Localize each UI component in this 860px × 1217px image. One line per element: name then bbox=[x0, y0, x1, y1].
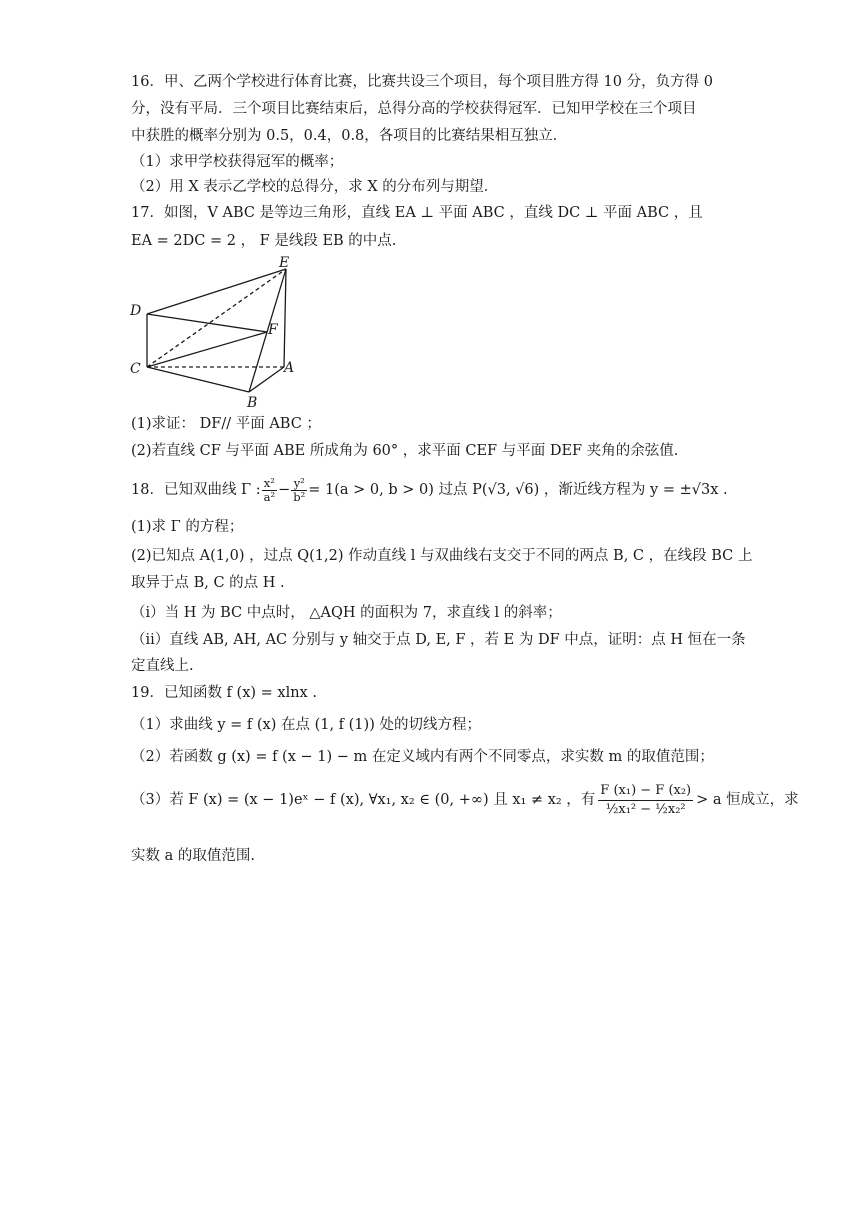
q19-part3-line2: 实数 a 的取值范围. bbox=[131, 848, 255, 864]
q18-line1: 18．已知双曲线 Γ : $\frac{\text{x²}}{\text{a²}}$ − $\frac{\text{y²}}{\text{b²}}$ = 1(a > 0, b > 0) 过点 P(√3, √6) ，渐近线方程为 y = ±√3x . bbox=[131, 475, 728, 504]
q19-part3-tail: > a 恒成立，求 bbox=[696, 792, 799, 808]
edge-CF bbox=[147, 332, 267, 367]
q18-fraction-y: $\frac{\text{y²}}{\text{b²}}$ bbox=[293, 475, 306, 504]
q17-line1: 17．如图，V ABC 是等边三角形，直线 EA ⊥ 平面 ABC ，直线 DC ⊥ 平面 ABC ，且 bbox=[131, 205, 703, 221]
q17-part2: (2)若直线 CF 与平面 ABE 所成角为 60° ，求平面 CEF 与平面 DEF 夹角的余弦值. bbox=[131, 443, 679, 459]
q19-part3-lead: （3）若 F (x) = (x − 1)eˣ − f (x), ∀x₁, x₂ ∈ (0, +∞) 且 x₁ ≠ x₂ ，有 bbox=[131, 792, 596, 808]
q16-part1: （1）求甲学校获得冠军的概率； bbox=[131, 154, 344, 170]
q18-line1-lead: 18．已知双曲线 Γ : bbox=[131, 482, 261, 498]
q19-line1: 19．已知函数 f (x) = xlnx . bbox=[131, 685, 317, 701]
q16-line1: 16．甲、乙两个学校进行体育比赛，比赛共设三个项目，每个项目胜方得 10 分，负方得 0 bbox=[131, 74, 713, 90]
label-D: D bbox=[130, 303, 142, 319]
edge-DE bbox=[147, 269, 286, 314]
edge-BA bbox=[249, 367, 284, 392]
q18-sub2-line2: 定直线上. bbox=[131, 658, 194, 674]
q19-part3-fraction: $\frac{\text{F (x₁) − F (x₂)}}{\text{½x₁² − ½x₂²}}$ bbox=[600, 782, 692, 817]
edge-CB bbox=[147, 367, 249, 392]
q19-part2: （2）若函数 g (x) = f (x − 1) − m 在定义域内有两个不同零点，求实数 m 的取值范围； bbox=[131, 749, 714, 765]
q18-part1: (1)求 Γ 的方程； bbox=[131, 519, 244, 535]
label-A: A bbox=[284, 360, 295, 376]
q16-line2: 分，没有平局．三个项目比赛结束后，总得分高的学校获得冠军．已知甲学校在三个项目 bbox=[131, 101, 697, 117]
label-E: E bbox=[279, 255, 290, 271]
label-B: B bbox=[247, 395, 258, 410]
q19-part3-line1 bbox=[131, 780, 799, 820]
q16-part2: （2）用 X 表示乙学校的总得分，求 X 的分布列与期望． bbox=[131, 179, 499, 195]
edge-EA bbox=[284, 269, 286, 367]
q17-line2: EA = 2DC = 2 ， F 是线段 EB 的中点. bbox=[131, 233, 397, 249]
q18-sub2-line1: （ii）直线 AB, AH, AC 分别与 y 轴交于点 D, E, F ，若 E 为 DF 中点，证明：点 H 恒在一条 bbox=[131, 632, 746, 648]
q17-part1: (1)求证： DF// 平面 ABC ； bbox=[131, 416, 321, 432]
q16-line3: 中获胜的概率分别为 0.5，0.4，0.8，各项目的比赛结果相互独立． bbox=[131, 128, 568, 144]
q18-sub1: （i）当 H 为 BC 中点时， △AQH 的面积为 7，求直线 l 的斜率； bbox=[131, 605, 562, 621]
edge-DF bbox=[147, 314, 267, 332]
q19-part1: （1）求曲线 y = f (x) 在点 (1, f (1)) 处的切线方程； bbox=[131, 717, 481, 733]
label-C: C bbox=[130, 361, 141, 377]
q18-part2-line1: (2)已知点 A(1,0) ，过点 Q(1,2) 作动直线 l 与双曲线右支交于不同的两点 B, C ，在线段 BC 上 bbox=[131, 548, 753, 564]
q18-fraction-x: $\frac{\text{x²}}{\text{a²}}$ bbox=[263, 475, 276, 504]
label-F: F bbox=[268, 322, 278, 338]
q18-part2-line2: 取异于点 B, C 的点 H . bbox=[131, 575, 285, 591]
q18-line1-tail: = 1(a > 0, b > 0) 过点 P(√3, √6) ，渐近线方程为 y = ±√3x . bbox=[308, 482, 728, 498]
q17-geometry-figure bbox=[125, 252, 300, 410]
edge-CE-hidden bbox=[147, 269, 286, 367]
